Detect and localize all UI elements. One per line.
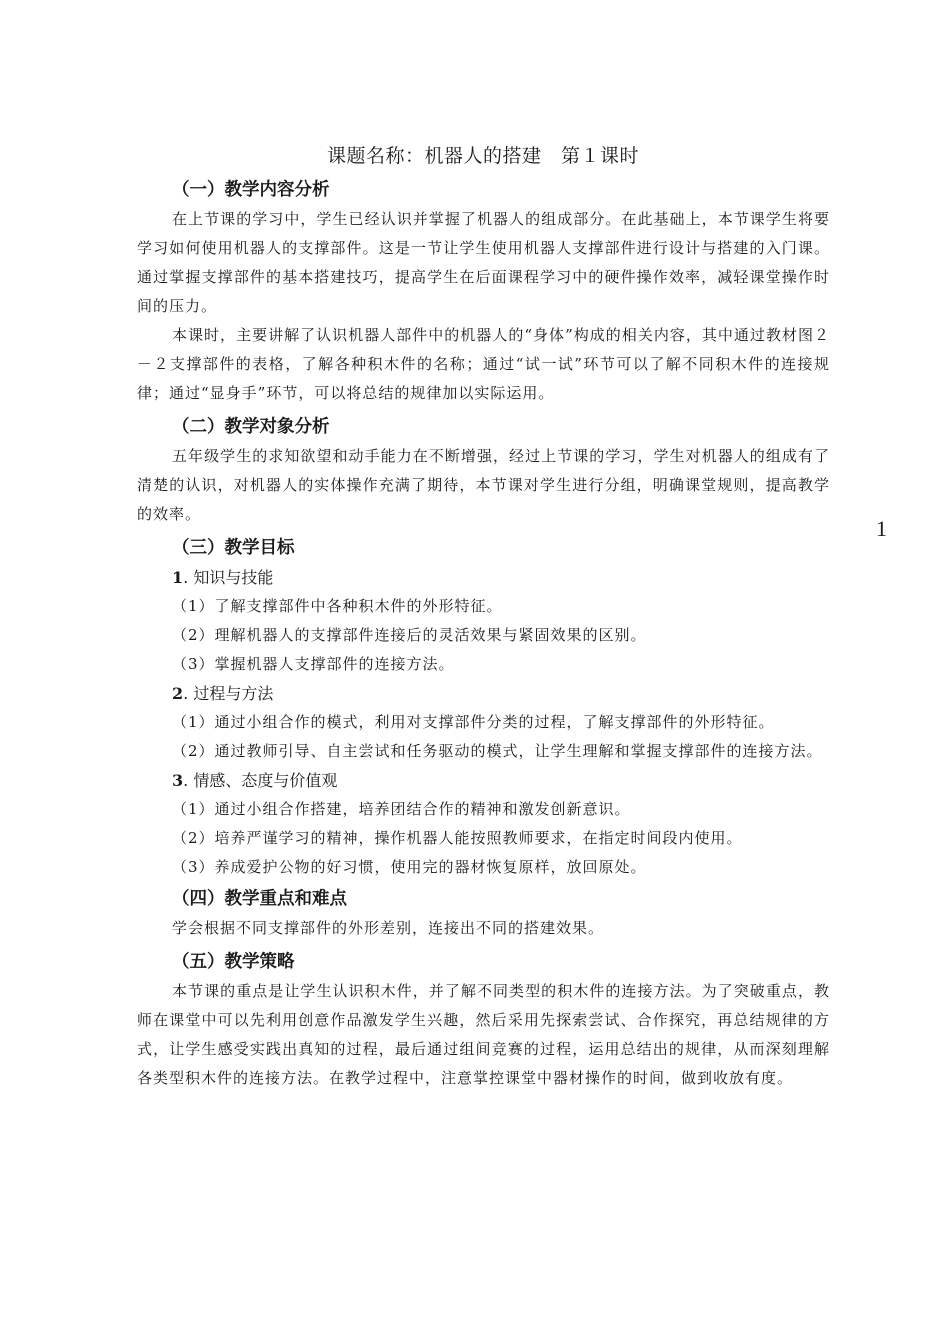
page-number: 1 xyxy=(876,516,887,541)
section-heading-objectives: （三）教学目标 xyxy=(172,538,295,558)
paragraph: 五年级学生的求知欲望和动手能力在不断增强，经过上节课的学习，学生对机器人的组成有了清楚的认识，对机器人的实体操作充满了期待，本节课对学生进行分组，明确课堂规则，提高教学的效率。 xyxy=(137,447,830,523)
group-number: 3 xyxy=(172,771,184,790)
group-label: . 情感、态度与价值观 xyxy=(183,771,338,790)
lesson-title: 课题名称：机器人的搭建 第１课时 xyxy=(326,145,639,167)
section-heading-student-analysis: （二）教学对象分析 xyxy=(172,417,330,437)
group-number: 2 xyxy=(172,684,184,703)
group-number: 1 xyxy=(172,568,184,587)
list-item: （3）掌握机器人支撑部件的连接方法。 xyxy=(172,655,455,673)
section-heading-strategy: （五）教学策略 xyxy=(172,952,295,972)
list-item: （2）通过教师引导、自主尝试和任务驱动的模式，让学生理解和掌握支撑部件的连接方法。 xyxy=(172,742,823,760)
objective-group-attitude xyxy=(137,766,830,795)
group-label: . 知识与技能 xyxy=(183,568,274,587)
paragraph: 在上节课的学习中，学生已经认识并掌握了机器人的组成部分。在此基础上，本节课学生将要学习如何使用机器人的支撑部件。这是一节让学生使用机器人支撑部件进行设计与搭建的入门课。通过掌握支撑部件的基本搭建技巧，提高学生在后面课程学习中的硬件操作效率，减轻课堂操作时间的压力。 xyxy=(137,210,830,315)
group-label: . 过程与方法 xyxy=(183,684,274,703)
section-heading-key-points: （四）教学重点和难点 xyxy=(172,889,347,909)
section-heading-content-analysis: （一）教学内容分析 xyxy=(172,180,330,200)
document-body xyxy=(137,175,830,1093)
list-item: （1）了解支撑部件中各种积木件的外形特征。 xyxy=(172,597,503,615)
paragraph: 学会根据不同支撑部件的外形差别，连接出不同的搭建效果。 xyxy=(172,919,605,937)
list-item: （2）培养严谨学习的精神，操作机器人能按照教师要求，在指定时间段内使用。 xyxy=(172,829,743,847)
paragraph: 本节课的重点是让学生认识积木件，并了解不同类型的积木件的连接方法。为了突破重点，教师在课堂中可以先利用创意作品激发学生兴趣，然后采用先探索尝试、合作探究，再总结规律的方式，让学生感受实践出真知的过程，最后通过组间竞赛的过程，运用总结出的规律，从而深刻理解各类型积木件的连接方法。在教学过程中，注意掌控课堂中器材操作的时间，做到收放有度。 xyxy=(137,982,830,1087)
list-item: （1）通过小组合作搭建，培养团结合作的精神和激发创新意识。 xyxy=(172,800,631,818)
paragraph: 本课时，主要讲解了认识机器人部件中的机器人的“身体”构成的相关内容，其中通过教材图２－２支撑部件的表格，了解各种积木件的名称；通过“试一试”环节可以了解不同积木件的连接规律；通过“显身手”环节，可以将总结的规律加以实际运用。 xyxy=(137,326,830,402)
objective-group-knowledge xyxy=(137,563,830,592)
list-item: （1）通过小组合作的模式，利用对支撑部件分类的过程，了解支撑部件的外形特征。 xyxy=(172,713,775,731)
list-item: （2）理解机器人的支撑部件连接后的灵活效果与紧固效果的区别。 xyxy=(172,626,647,644)
list-item: （3）养成爱护公物的好习惯，使用完的器材恢复原样，放回原处。 xyxy=(172,858,647,876)
objective-group-process xyxy=(137,679,830,708)
